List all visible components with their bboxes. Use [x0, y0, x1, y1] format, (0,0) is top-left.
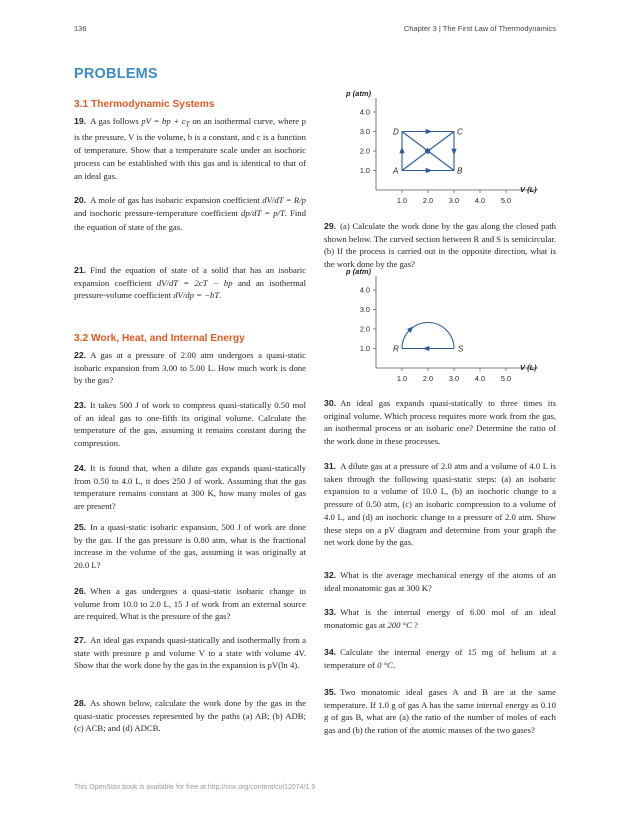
pv-diagram-abcd [324, 84, 556, 212]
x-axis-label: V (L) [520, 185, 537, 194]
problem-28: 28. As shown below, calculate the work done by the gas in the quasi-static processes represented by the paths (a) AB; (b) ADB; (c) ACB; and (d) ADCB. [74, 698, 306, 734]
problem-21: 21. Find the equation of state of a solid that has an isobaric expansion coefficient dV/dT = 2cT − bp and an isothermal pressure-volume coefficient dV/dp = −bT. [74, 265, 307, 301]
y-tick-label: 3.0 [359, 305, 370, 314]
x-tick-label: 4.0 [474, 196, 486, 205]
semicircle-arc [402, 323, 454, 349]
point-d-label: D [393, 127, 399, 137]
problem-35: 35. Two monatomic ideal gases A and B are at the same temperature. If 1.0 g of gas A has the same internal energy as 0.10 g of gas B, what are (a) the ratio of the number of moles of each gas and (b) the ration of the atomic masses of the two gases? [324, 687, 556, 736]
y-tick-label: 4.0 [359, 107, 370, 117]
point-r-label: R [393, 344, 399, 354]
point-s-label: S [458, 344, 464, 354]
x-tick-label: 1.0 [396, 196, 408, 205]
x-tick-label: 1.0 [396, 374, 408, 383]
arc-arrow [408, 329, 411, 332]
y-tick-label: 3.0 [359, 127, 370, 136]
problem-26: 26. When a gas undergoes a quasi-static isobaric change in volume from 10.0 to 2.0 L, 15 J of work from an external source are required. What is the pressure of the gas? [74, 586, 306, 622]
y-tick-label: 1.0 [359, 344, 370, 353]
y-tick-label: 4.0 [359, 285, 370, 295]
problem-33: 33. What is the internal energy of 6.00 mol of an ideal monatomic gas at 200 °C ? [324, 607, 556, 630]
problems-title: PROBLEMS [74, 66, 158, 82]
x-axis-label: V (L) [520, 363, 537, 372]
y-tick-label: 1.0 [359, 166, 370, 175]
y-tick-label: 2.0 [359, 324, 370, 334]
section-heading-3-1: 3.1 Thermodynamic Systems [74, 99, 215, 110]
problem-29: 29. (a) Calculate the work done by the gas along the closed path shown below. The curved section between R and S is semicircular. (b) If the process is carried out in the opposite direction, what is the work done by the gas? [324, 221, 556, 270]
problem-20: 20. A mole of gas has isobaric expansion coefficient dV/dT = R/p and isochoric pressure-temperature coefficient dp/dT = p/T. Find the equation of state of the gas. [74, 195, 306, 232]
y-axis-label: p (atm) [346, 89, 371, 98]
x-tick-label: 2.0 [422, 196, 434, 205]
x-tick-label: 2.0 [422, 374, 434, 383]
problem-31: 31. A dilute gas at a pressure of 2.0 atm and a volume of 4.0 L is taken through the following quasi-static steps: (a) an isobaric expansion to a volume of 10.0 L, (b) an isochoric change to a pressure of 0.50 atm, (c) an isobaric compression to a volume of 4.0 L, and (d) an isochoric change to a pressure of 2.0 atm. Show these steps on a pV diagram and determine from your graph the net work done by the gas. [324, 461, 556, 548]
section-heading-3-2: 3.2 Work, Heat, and Internal Energy [74, 333, 245, 344]
x-tick-label: 5.0 [500, 374, 512, 383]
point-a-label: A [393, 166, 399, 176]
running-header: Chapter 3 | The First Law of Thermodynamics [403, 24, 556, 33]
problem-24: 24. It is found that, when a dilute gas expands quasi-statically from 0.50 to 4.0 L, it does 250 J of work. Assuming that the gas temperature remains constant at 300 K, how many moles of gas are present? [74, 463, 306, 512]
x-tick-label: 3.0 [448, 196, 460, 205]
problem-27: 27. An ideal gas expands quasi-statically and isothermally from a state with pressure p and volume V to a state with volume 4V. Show that the work done by the gas in the expansion is pV(ln 4). [74, 635, 306, 671]
page-number: 136 [74, 24, 87, 33]
point-b-label: B [457, 166, 463, 176]
problem-32: 32. What is the average mechanical energy of the atoms of an ideal monatomic gas at 300 K? [324, 570, 556, 593]
x-tick-label: 4.0 [474, 374, 486, 383]
problem-22: 22. A gas at a pressure of 2.00 atm undergoes a quasi-static isobaric expansion from 3.00 to 5.00 L. How much work is done by the gas? [74, 350, 306, 386]
point-c-label: C [457, 127, 463, 137]
y-tick-label: 2.0 [359, 146, 370, 156]
problem-25: 25. In a quasi-static isobaric expansion, 500 J of work are done by the gas. If the gas pressure is 0.80 atm, what is the fractional increase in the volume of the gas, assuming it was originally at 20.0 L? [74, 522, 306, 571]
x-tick-label: 3.0 [448, 374, 460, 383]
problem-19: 19. A gas follows pV = bp + $c_T$ on an isothermal curve, where p is the pressure, V is the volume, b is a constant, and c is a function of temperature. Show that a temperature scale under an isochoric process can be established with this gas and is identical to that of an ideal gas. [74, 116, 307, 181]
page-footer: This OpenStax book is available for free at http://cnx.org/content/col12074/1.9 [74, 784, 316, 791]
pv-diagram-rs [324, 262, 556, 390]
x-tick-label: 5.0 [500, 196, 512, 205]
problem-30: 30. An ideal gas expands quasi-statically to three times its original volume. Which process requires more work from the gas, an isothermal process or an isobaric one? Determine the ratio of the work done in these processes. [324, 398, 556, 447]
problem-34: 34. Calculate the internal energy of 15 mg of helium at a temperature of 0 °C. [324, 647, 556, 670]
y-axis-label: p (atm) [346, 267, 371, 276]
problem-23: 23. It takes 500 J of work to compress quasi-statically 0.50 mol of an ideal gas to one-fifth its original volume. Calculate the temperature of the gas, assuming it remains constant during the compression. [74, 400, 306, 449]
